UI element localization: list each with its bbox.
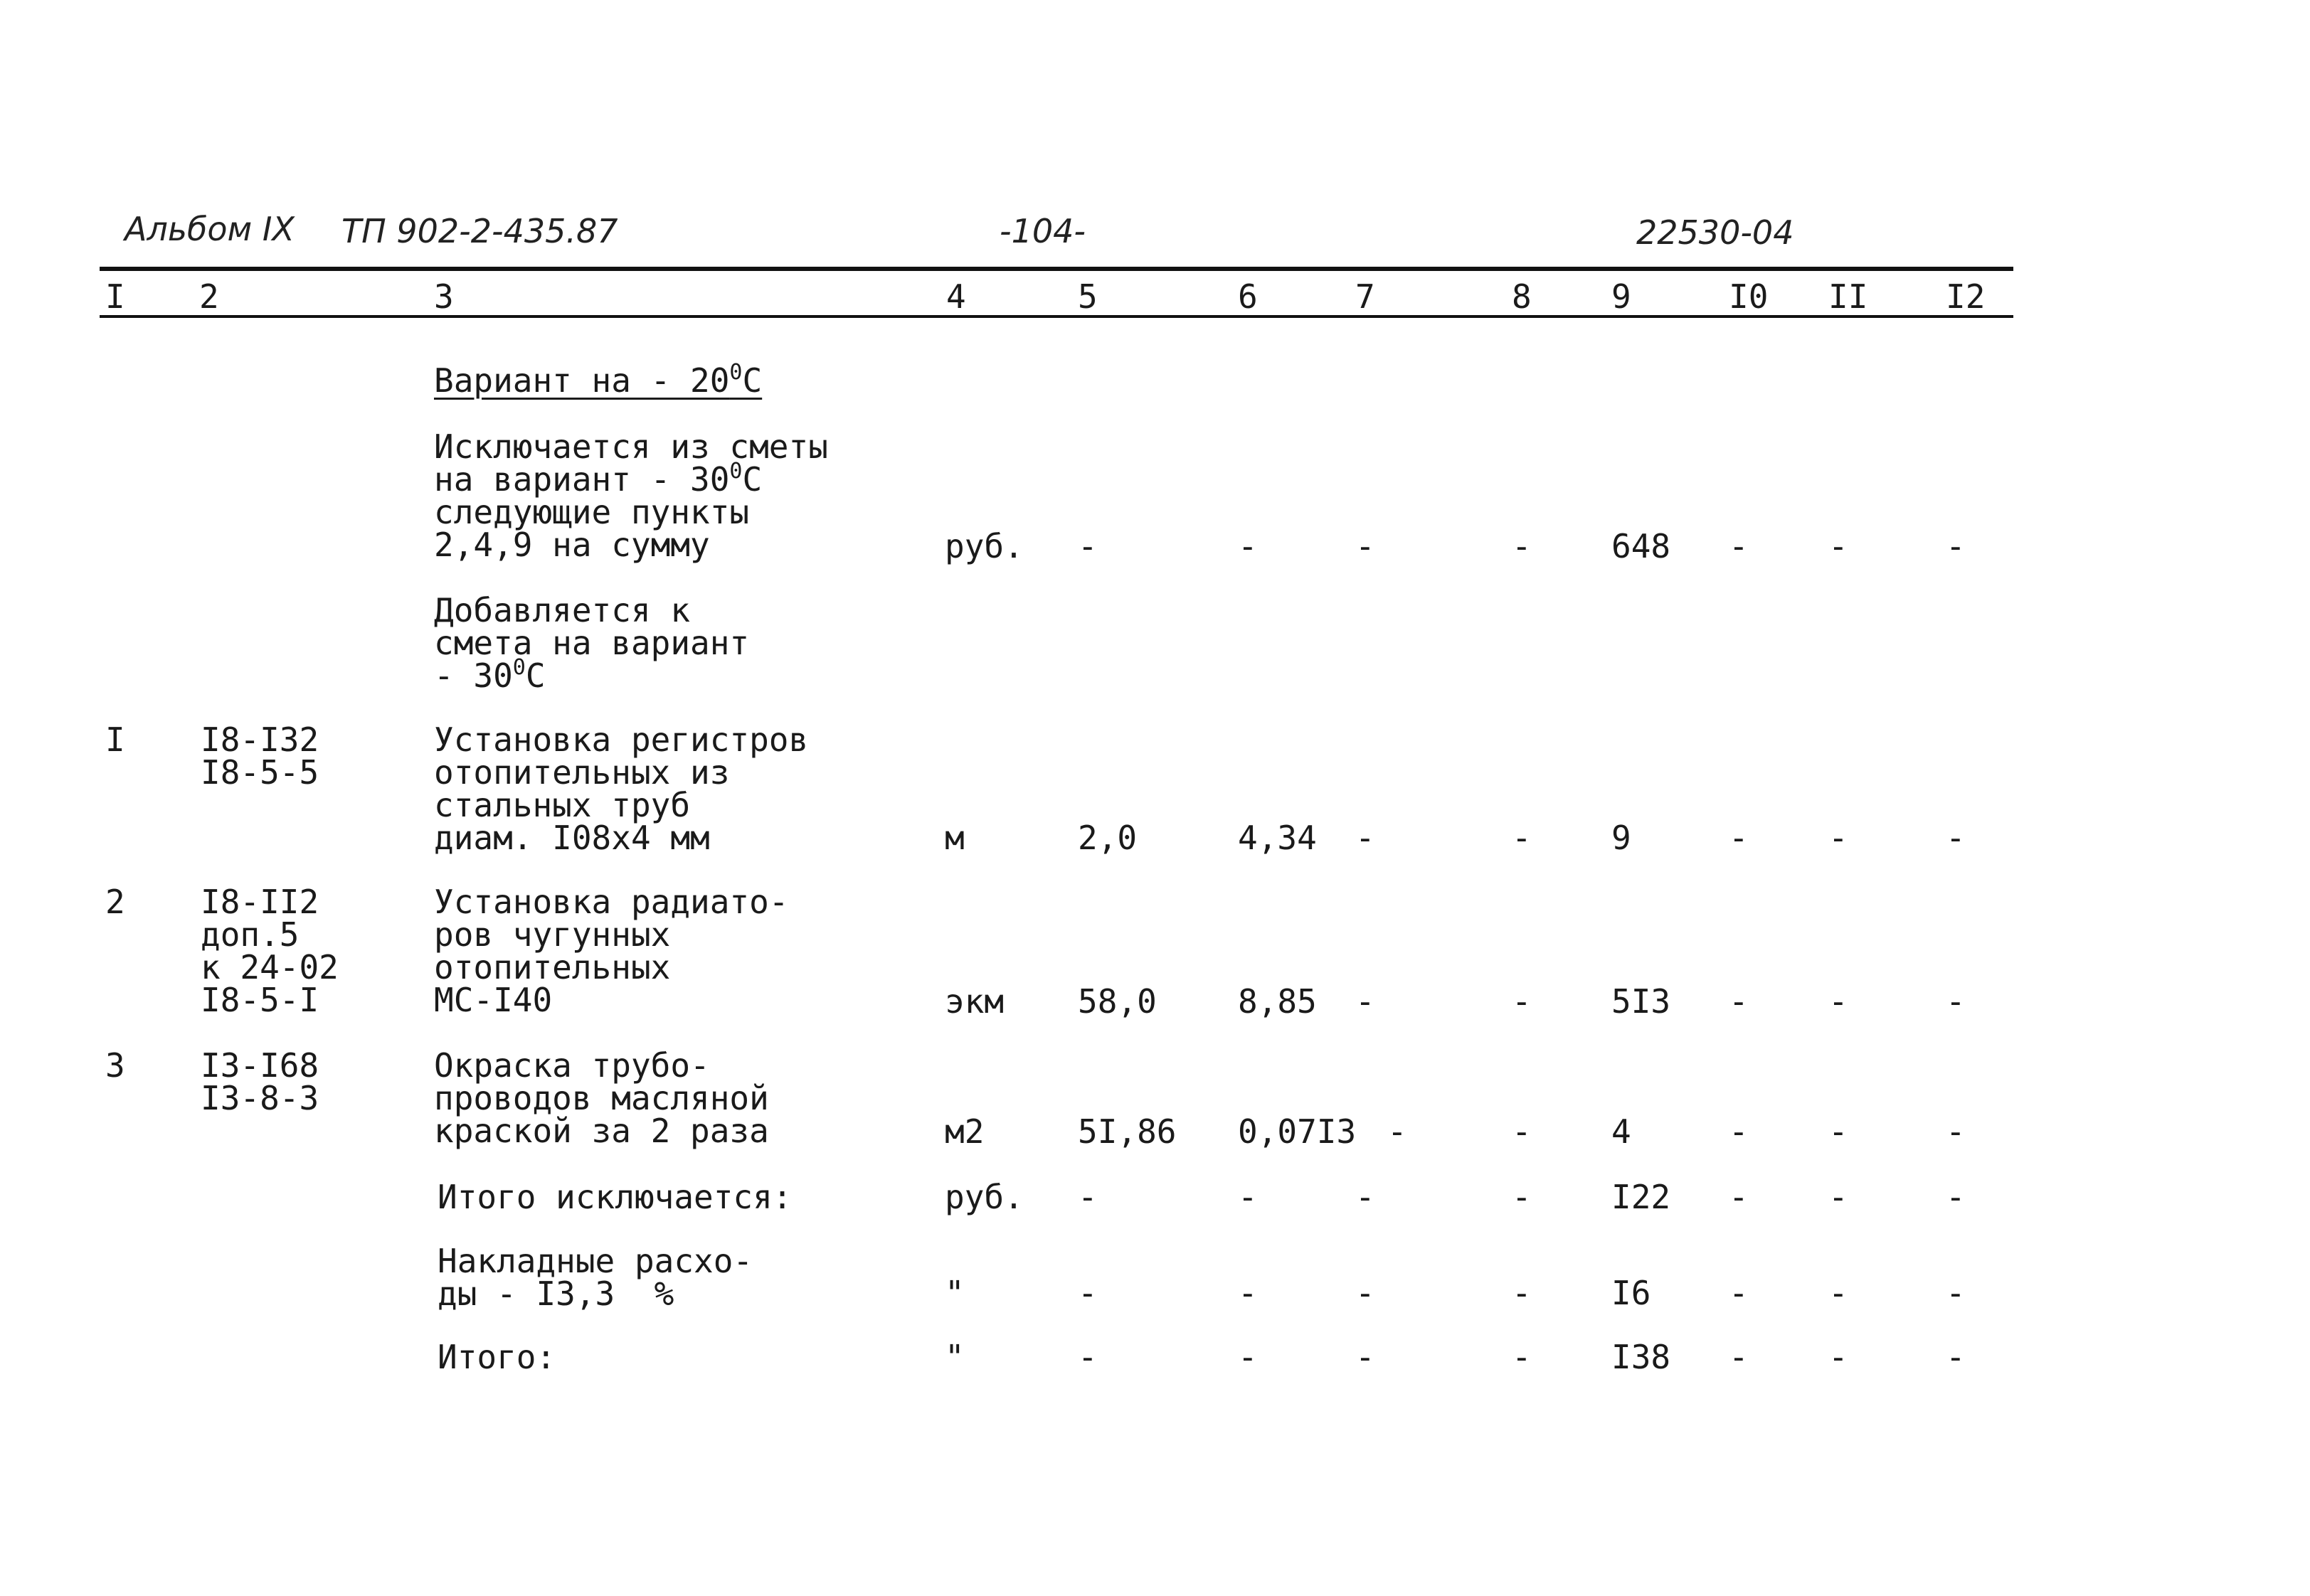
cell-col10: - <box>1729 1338 1749 1376</box>
cell-description: Накладные расхо- ды - I3,3 % <box>438 1242 753 1313</box>
cell-col6: - <box>1238 1338 1258 1376</box>
cell-unit: " <box>945 1338 965 1376</box>
cell-col12: - <box>1946 1112 1966 1151</box>
album-label: Альбом IX <box>124 210 295 248</box>
cell-col7: - <box>1355 1274 1375 1312</box>
cell-description: Установка регистров отопительных из стальных труб диам. I08x4 мм <box>434 720 809 857</box>
cell-col11: - <box>1828 527 1848 565</box>
cell-col5: - <box>1078 1178 1098 1216</box>
project-number: ТП 902-2-435.87 <box>341 212 618 250</box>
cell-col10: - <box>1729 1274 1749 1312</box>
cell-col7: - <box>1387 1112 1407 1151</box>
cell-col8: - <box>1512 1112 1532 1151</box>
cell-col5: - <box>1078 1338 1098 1376</box>
cell-col7: - <box>1355 1178 1375 1216</box>
cell-col10: - <box>1729 1112 1749 1151</box>
cell-col9: 4 <box>1611 1112 1631 1151</box>
header-top-rule <box>100 267 2013 271</box>
cell-col9: 9 <box>1611 819 1631 857</box>
column-header-6: 6 <box>1238 277 1258 316</box>
column-header-10: I0 <box>1729 277 1769 316</box>
cell-col9: I6 <box>1611 1274 1651 1312</box>
column-header-9: 9 <box>1611 277 1631 316</box>
cell-rate-code: I3-I68 I3-8-3 <box>201 1046 319 1117</box>
column-header-4: 4 <box>946 277 966 316</box>
cell-col5: 5I,86 <box>1078 1112 1177 1151</box>
cell-col9: I22 <box>1611 1178 1671 1216</box>
column-header-5: 5 <box>1078 277 1098 316</box>
cell-unit: " <box>945 1274 965 1312</box>
cell-unit: руб. <box>945 527 1024 565</box>
cell-col10: - <box>1729 1178 1749 1216</box>
cell-col6: 8,85 <box>1238 982 1317 1021</box>
cell-col8: - <box>1512 1338 1532 1376</box>
cell-col10: - <box>1729 527 1749 565</box>
column-header-11: II <box>1828 277 1868 316</box>
cell-col12: - <box>1946 819 1966 857</box>
cell-col6: - <box>1238 1274 1258 1312</box>
cell-col10: - <box>1729 982 1749 1021</box>
page-number: -104- <box>1000 212 1086 250</box>
cell-item-number: 3 <box>105 1046 125 1085</box>
cell-col12: - <box>1946 1274 1966 1312</box>
cell-col7: - <box>1355 1338 1375 1376</box>
cell-col7: - <box>1355 527 1375 565</box>
cell-item-number: I <box>105 720 125 759</box>
cell-col11: - <box>1828 1112 1848 1151</box>
cell-col11: - <box>1828 1338 1848 1376</box>
header-bottom-rule <box>100 315 2013 318</box>
cell-col6: - <box>1238 527 1258 565</box>
cell-col6: 0,07I3 <box>1238 1112 1357 1151</box>
cell-col5: 58,0 <box>1078 982 1157 1021</box>
cell-rate-code: I8-I32 I8-5-5 <box>201 720 319 792</box>
cell-col9: 648 <box>1611 527 1671 565</box>
cell-col11: - <box>1828 1178 1848 1216</box>
column-header-8: 8 <box>1512 277 1532 316</box>
cell-col5: 2,0 <box>1078 819 1138 857</box>
cell-col8: - <box>1512 1274 1532 1312</box>
cell-col11: - <box>1828 819 1848 857</box>
column-header-3: 3 <box>434 277 454 316</box>
cell-col9: I38 <box>1611 1338 1671 1376</box>
document-code: 22530-04 <box>1636 213 1794 252</box>
cell-col8: - <box>1512 819 1532 857</box>
column-header-12: I2 <box>1946 277 1986 316</box>
cell-col7: - <box>1355 982 1375 1021</box>
cell-col11: - <box>1828 1274 1848 1312</box>
cell-rate-code: I8-II2 доп.5 к 24-02 I8-5-I <box>201 883 339 1019</box>
added-text: Добавляется к смета на вариант - $30^0С$ <box>434 591 750 695</box>
cell-col12: - <box>1946 1338 1966 1376</box>
cell-col11: - <box>1828 982 1848 1021</box>
cell-unit: м <box>945 819 965 857</box>
cell-unit: м2 <box>945 1112 985 1151</box>
variant-heading: Вариант на - $20^0С$ <box>434 360 763 400</box>
column-header-7: 7 <box>1355 277 1375 316</box>
cell-col9: 5I3 <box>1611 982 1671 1021</box>
cell-description: Итого исключается: <box>438 1178 793 1216</box>
cell-col12: - <box>1946 527 1966 565</box>
cell-col8: - <box>1512 982 1532 1021</box>
cell-col7: - <box>1355 819 1375 857</box>
cell-col5: - <box>1078 1274 1098 1312</box>
cell-col5: - <box>1078 527 1098 565</box>
cell-col12: - <box>1946 1178 1966 1216</box>
column-header-2: 2 <box>199 277 219 316</box>
excluded-text: Исключается из сметы на вариант - $30^0С$ следующие пункты 2,4,9 на сумму <box>434 427 828 564</box>
cell-col10: - <box>1729 819 1749 857</box>
cell-description: Установка радиато- ров чугунных отопительных МС-I40 <box>434 883 789 1019</box>
cell-col8: - <box>1512 527 1532 565</box>
cell-col6: 4,34 <box>1238 819 1317 857</box>
cell-col12: - <box>1946 982 1966 1021</box>
cell-col8: - <box>1512 1178 1532 1216</box>
cell-item-number: 2 <box>105 883 125 921</box>
column-header-1: I <box>105 277 125 316</box>
cell-description: Окраска трубо- проводов масляной краской за 2 раза <box>434 1046 769 1150</box>
cell-unit: экм <box>945 982 1005 1021</box>
cell-description: Итого: <box>438 1338 556 1376</box>
cell-col6: - <box>1238 1178 1258 1216</box>
cell-unit: руб. <box>945 1178 1024 1216</box>
